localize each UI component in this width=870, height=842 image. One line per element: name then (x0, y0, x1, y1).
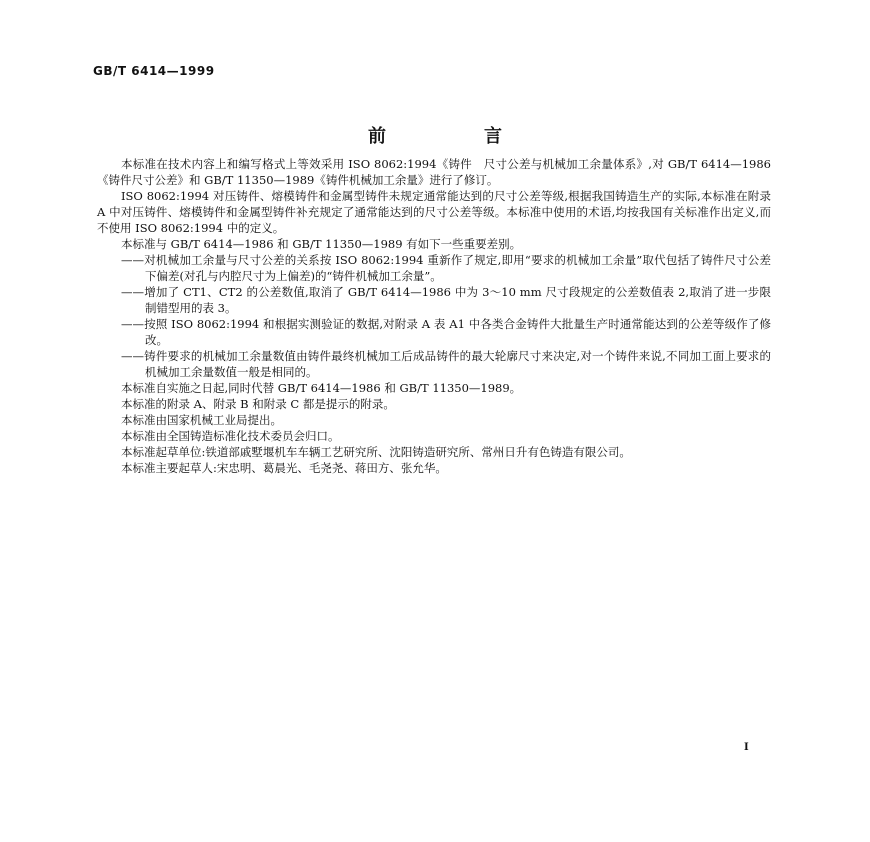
paragraph: 本标准与 GB/T 6414—1986 和 GB/T 11350—1989 有如下一些重要差别。 (121, 237, 522, 251)
difference-item: ——铸件要求的机械加工余量数值由铸件最终机械加工后成品铸件的最大轮廓尺寸来决定,对一个铸件来说,不同加工面上要求的机械加工余量数值一般是相同的。 (121, 349, 771, 379)
paragraph: ISO 8062:1994 对压铸件、熔模铸件和金属型铸件未规定通常能达到的尺寸公差等级,根据我国铸造生产的实际,本标准在附录 A 中对压铸件、熔模铸件和金属型铸件补充规定了通常能达到的尺寸公差等级。本标准中使用的术语,均按我国有关标准作出定义,而不使用 ISO 8062:1994 中的定义。 (97, 189, 771, 235)
paragraph: 本标准由国家机械工业局提出。 (121, 413, 282, 427)
paragraph: 本标准起草单位:铁道部戚墅堰机车车辆工艺研究所、沈阳铸造研究所、常州日升有色铸造有限公司。 (121, 445, 631, 459)
paragraph: 本标准在技术内容上和编写格式上等效采用 ISO 8062:1994《铸件 尺寸公差与机械加工余量体系》,对 GB/T 6414—1986《铸件尺寸公差》和 GB/T 11350—1989《铸件机械加工余量》进行了修订。 (97, 157, 771, 187)
page-number: I (744, 742, 749, 753)
standard-code: GB/T 6414—1999 (93, 64, 215, 78)
difference-item: ——增加了 CT1、CT2 的公差数值,取消了 GB/T 6414—1986 中为 3～10 mm 尺寸段规定的公差数值表 2,取消了进一步限制错型用的表 3。 (121, 285, 771, 315)
paragraph: 本标准由全国铸造标准化技术委员会归口。 (121, 429, 340, 443)
difference-item: ——按照 ISO 8062:1994 和根据实测验证的数据,对附录 A 表 A1 中各类合金铸件大批量生产时通常能达到的公差等级作了修改。 (121, 317, 771, 347)
difference-item: ——对机械加工余量与尺寸公差的关系按 ISO 8062:1994 重新作了规定,即用“要求的机械加工余量”取代包括了铸件尺寸公差下偏差(对孔与内腔尺寸为上偏差)的“铸件机械加工余量”。 (121, 253, 771, 283)
foreword-body (97, 156, 771, 476)
page-title: 前 言 (368, 126, 542, 147)
paragraph: 本标准主要起草人:宋忠明、葛晨光、毛尧尧、蒋田方、张允华。 (121, 461, 447, 475)
paragraph: 本标准的附录 A、附录 B 和附录 C 都是提示的附录。 (121, 397, 395, 411)
paragraph: 本标准自实施之日起,同时代替 GB/T 6414—1986 和 GB/T 11350—1989。 (121, 381, 522, 395)
